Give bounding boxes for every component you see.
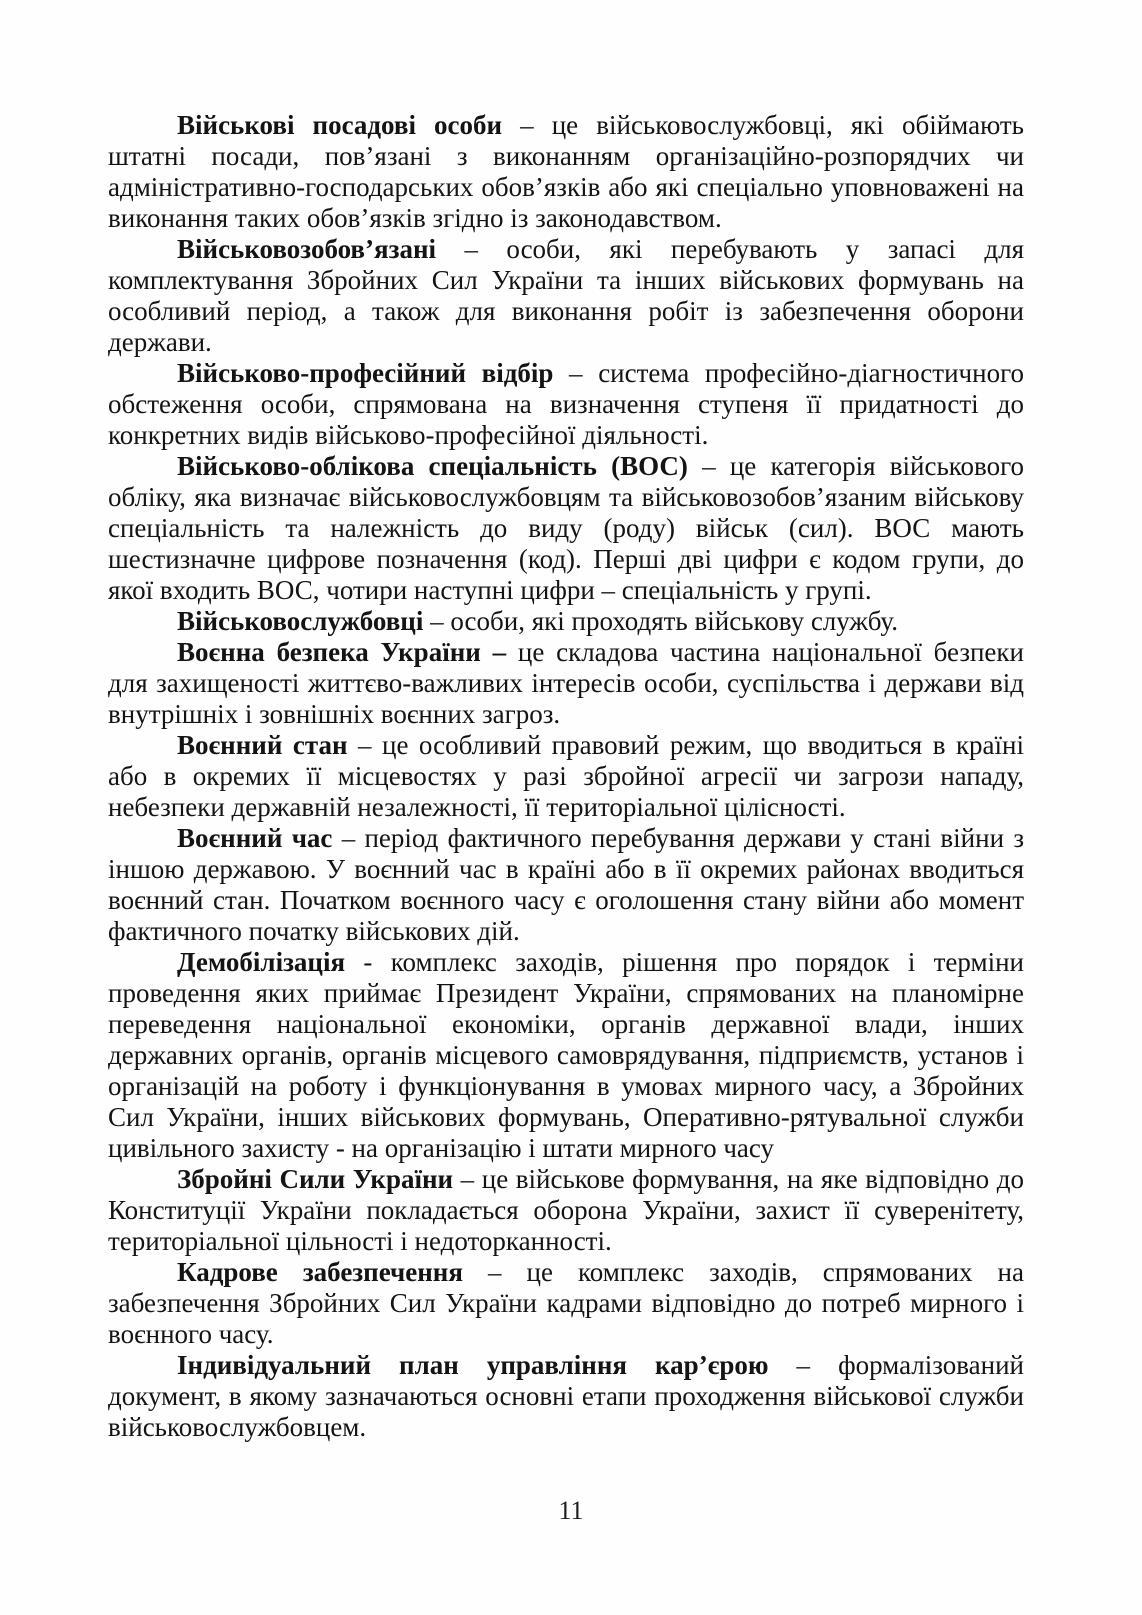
definition-paragraph [108,637,1024,730]
definition-body: це складова частина національної безпеки для захищеності життєво-важливих інтересів особи, суспільства і держави від внутрішніх і зовнішніх воєнних загроз. [108,637,1024,729]
definition-term: Воєнний час [177,823,333,853]
definition-body: – це військове формування, на яке відповідно до Конституції України покладається оборона України, захист її суверенітету, територіальної цільності і недоторканності. [108,1164,1024,1256]
definition-paragraph [108,358,1024,451]
definition-paragraph [108,823,1024,947]
definition-paragraph [108,606,1024,637]
definition-term: Військово-професійний відбір [177,358,554,388]
definition-body: – особи, які проходять військову службу. [423,606,898,636]
definition-term: Військові посадові особи [177,110,503,140]
definition-body: – це категорія військового обліку, яка визначає військовослужбовцям та військовозобов’язаним військову спеціальність та належність до виду (роду) військ (сил). ВОС мають шестизначне цифрове позначення (код). Перші дві цифри є кодом групи, до якої входить ВОС, чотири наступні цифри – спеціальність у групі. [108,451,1024,605]
definition-term: Індивідуальний план управління кар’єрою [177,1350,769,1380]
definition-term: Військовослужбовці [177,606,424,636]
definition-paragraph [108,1164,1024,1257]
definition-term: Демобілізація [177,947,346,977]
definition-body: – це комплекс заходів, спрямованих на забезпечення Збройних Сил України кадрами відповідно до потреб мирного і воєнного часу. [108,1257,1024,1349]
definition-term: Воєнний стан [177,730,348,760]
definition-paragraph [108,110,1024,234]
definition-body: – особи, які перебувають у запасі для комплектування Збройних Сил України та інших військових формувань на особливий період, а також для виконання робіт із забезпечення оборони держави. [108,234,1024,357]
definition-term: Військово-облікова спеціальність (ВОС) [177,451,688,481]
definition-paragraph [108,234,1024,358]
definition-paragraph [108,451,1024,606]
page-number: 11 [558,1496,584,1525]
definition-body: – формалізований документ, в якому зазначаються основні етапи проходження військової служби військовослужбовцем. [108,1350,1024,1442]
definition-paragraph [108,947,1024,1164]
definition-body: – це особливий правовий режим, що вводиться в країні або в окремих її місцевостях у разі збройної агресії чи загрози нападу, небезпеки державній незалежності, її територіальної цілісності. [108,730,1024,822]
definition-body: – система професійно-діагностичного обстеження особи, спрямована на визначення ступеня її придатності до конкретних видів військово-професійної діяльності. [108,358,1024,450]
definition-term: Воєнна безпека України – [177,637,507,667]
definition-body: – період фактичного перебування держави у стані війни з іншою державою. У воєнний час в країні або в її окремих районах вводиться воєнний стан. Початком воєнного часу є оголошення стану війни або момент фактичного початку військових дій. [108,823,1024,946]
glossary-definitions [108,110,1024,1443]
definition-body: – це військовослужбовці, які обіймають штатні посади, пов’язані з виконанням організаційно-розпорядчих чи адміністративно-господарських обов’язків або які спеціально уповноважені на виконання таких обов’язків згідно із законодавством. [108,110,1024,233]
definition-paragraph [108,1257,1024,1350]
definition-paragraph [108,730,1024,823]
definition-term: Збройні Сили України [177,1164,454,1194]
definition-paragraph [108,1350,1024,1443]
definition-term: Кадрове забезпечення [177,1257,463,1287]
definition-body: - комплекс заходів, рішення про порядок і терміни проведення яких приймає Президент України, спрямованих на планомірне переведення національної економіки, органів державної влади, інших державних органів, органів місцевого самоврядування, підприємств, установ і організацій на роботу і функціонування в умовах мирного часу, а Збройних Сил України, інших військових формувань, Оперативно-рятувальної служби цивільного захисту - на організацію і штати мирного часу [108,947,1024,1163]
definition-term: Військовозобов’язані [177,234,437,264]
